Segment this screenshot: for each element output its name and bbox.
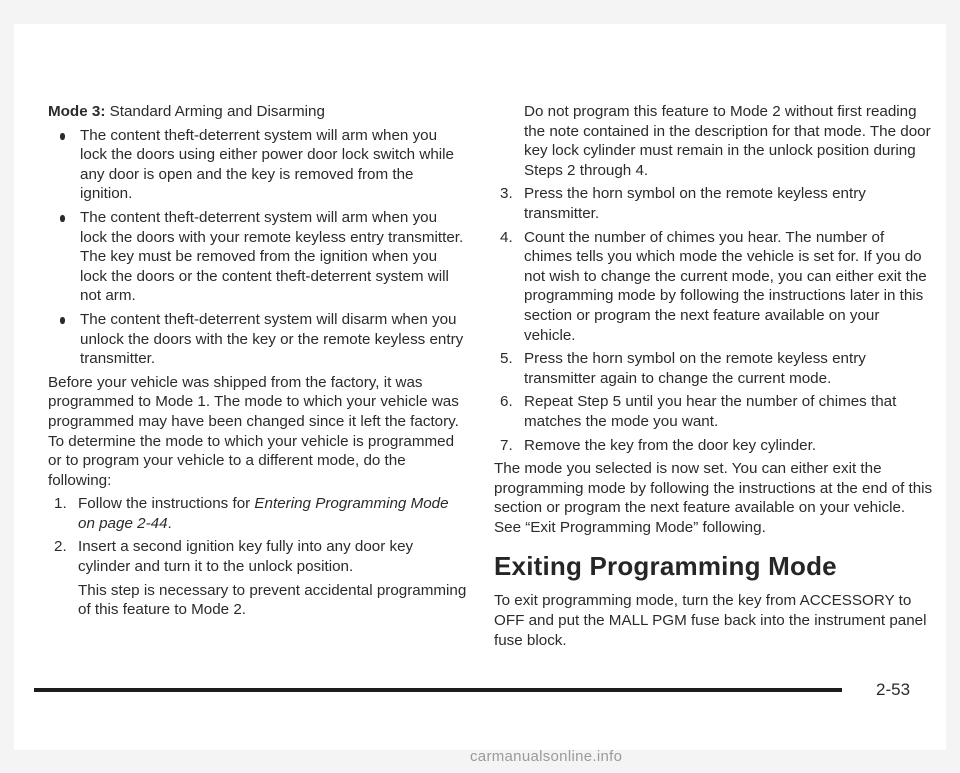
mode-title: Standard Arming and Disarming [109,103,325,120]
step-number: 1. [54,495,67,513]
list-item: The content theft-deterrent system will arm when you lock the doors using either power door lock switch while any door is open and the key is removed from the ignition. [48,126,468,204]
step-item [48,537,468,576]
step-list [494,184,934,455]
step-text: Count the number of chimes you hear. The number of chimes tells you which mode the vehicle is set for. If you do not wish to change the current mode, you can either exit the programming mode by following the instructions later in this section or program the next feature available on your vehicle. [524,228,927,344]
step-number: 4. [500,228,513,246]
section-heading: Exiting Programming Mode [494,551,837,582]
step-text: Insert a second ignition key fully into any door key cylinder and turn it to the unlock position. [78,538,414,576]
step-text: Press the horn symbol on the remote keyless entry transmitter again to change the current mode. [524,350,866,387]
list-item: The content theft-deterrent system will arm when you lock the doors with your remote keyless entry transmitter. The key must be removed from the ignition when you lock the doors or the content theft-deterrent system will not arm. [48,208,468,306]
step-number: 3. [500,185,513,203]
step-item [48,494,468,533]
intro-paragraph: Before your vehicle was shipped from the factory, it was programmed to Mode 1. The mode to which your vehicle was programmed may have been changed since it left the factory. To determine the mode to which your vehicle is programmed or to program your vehicle to a different mode, do the following: [48,373,459,489]
step-text: Remove the key from the door key cylinder. [524,436,817,454]
step-number: 6. [500,393,513,411]
right-column [494,102,934,650]
step-item [494,228,934,346]
step-item [494,184,934,223]
section-body: To exit programming mode, turn the key from ACCESSORY to OFF and put the MALL PGM fuse back into the instrument panel fuse block. [494,592,927,649]
step-text-suffix: . [167,514,172,532]
step-text: Repeat Step 5 until you hear the number of chimes that matches the mode you want. [524,393,897,430]
after-steps-paragraph: The mode you selected is now set. You can either exit the programming mode by following the instructions at the end of this section or program the next feature available on your vehicle. See “Exit Programming Mode” following. [494,460,933,536]
step-text: Press the horn symbol on the remote keyless entry transmitter. [524,185,866,222]
step-item [494,392,934,431]
page-reference: Entering Programming Mode on page 2-44 [78,495,449,532]
manual-page [14,24,946,750]
step-text-prefix: Follow the instructions for [78,495,255,513]
step-list [48,494,468,576]
step-number: 5. [500,350,513,368]
step-number: 2. [54,538,67,556]
mode-label: Mode 3: [48,103,106,120]
watermark-text: carmanualsonline.info [470,748,623,765]
page-number: 2-53 [876,680,911,699]
footer-rule [34,688,842,692]
continued-note: Do not program this feature to Mode 2 without first reading the note contained in the description for that mode. The door key lock cylinder must remain in the unlock position during Steps 2 through 4. [524,103,931,179]
step-item [494,436,934,456]
step-note: This step is necessary to prevent accidental programming of this feature to Mode 2. [78,581,467,619]
bullet-list [48,126,468,369]
step-item [494,349,934,388]
mode-heading [48,102,468,122]
left-column [48,102,468,620]
list-item: The content theft-deterrent system will disarm when you unlock the doors with the key or the remote keyless entry transmitter. [48,310,468,369]
step-number: 7. [500,436,513,454]
